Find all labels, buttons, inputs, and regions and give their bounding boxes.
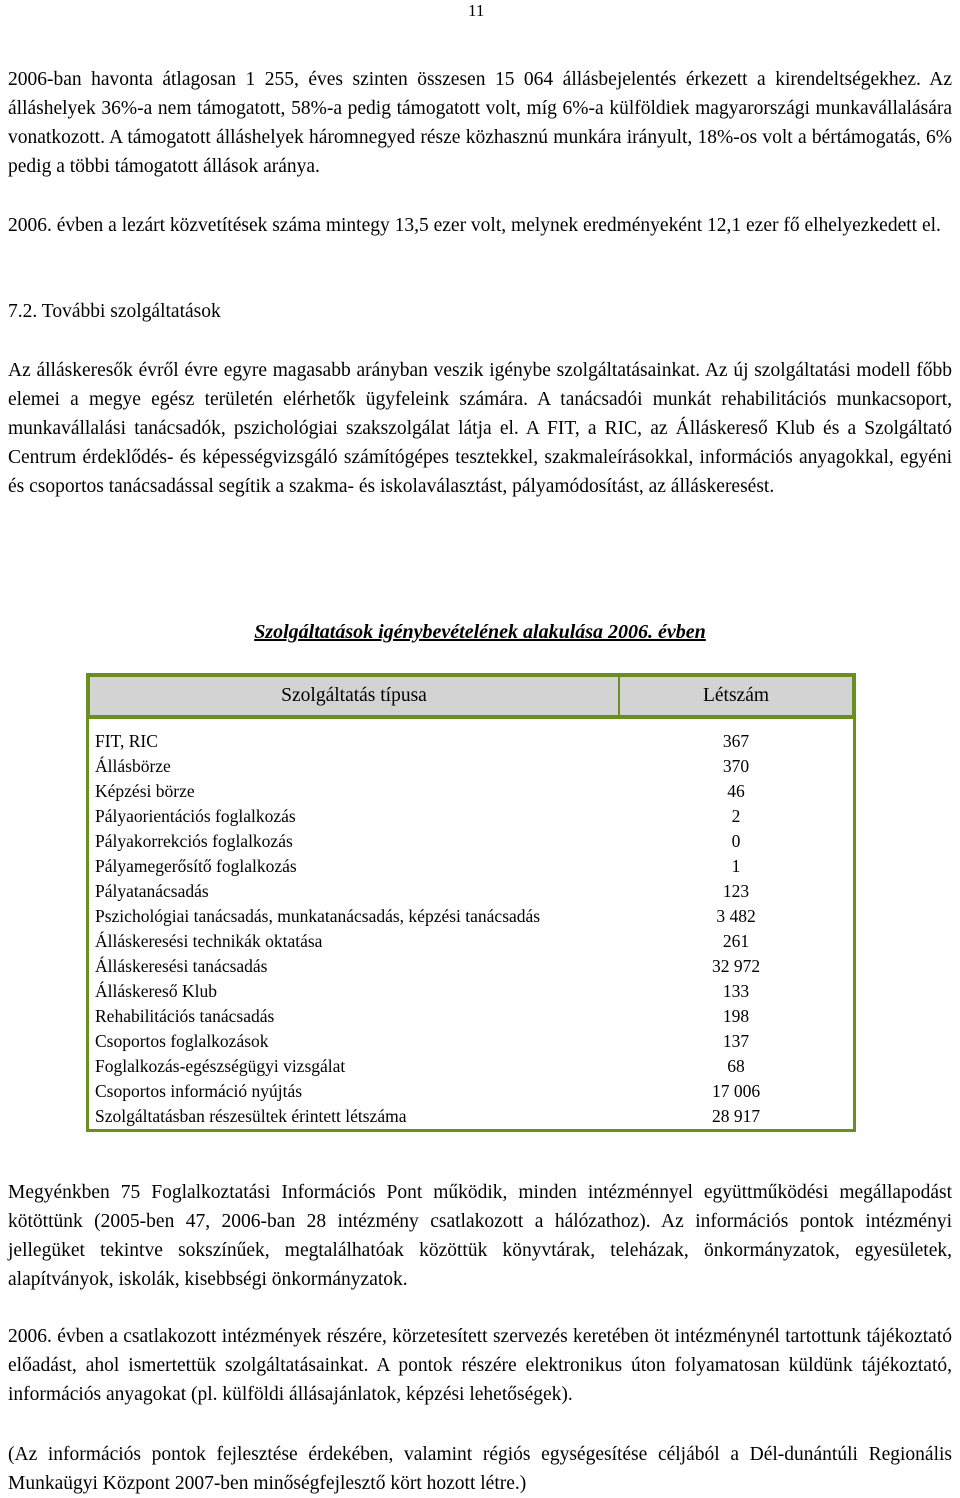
service-name-cell: Csoportos információ nyújtás (95, 1081, 303, 1101)
table-row (89, 729, 853, 754)
service-name-cell: Szolgáltatásban részesültek érintett létszáma (95, 1106, 407, 1126)
service-name-cell: Pszichológiai tanácsadás, munkatanácsadás, képzési tanácsadás (95, 906, 541, 926)
paragraph-text: Az álláskeresők évről évre egyre magasabb arányban veszik igénybe szolgáltatásainkat. Az új szolgáltatási modell főbb elemei a megye egész területén elérhetők ügyfeleink számára. A tanácsadói munkát rehabilitációs munkacsoport, munkavállalási tanácsadók, pszichológiai szakszolgálat látja el. A FIT, a RIC, az Álláskereső Klub és a Szolgáltató Centrum érdeklődés- és képességvizsgáló számítógépes tesztekkel, szakmaleírásokkal, információs anyagokkal, egyéni és csoportos tanácsadással segítik a szakma- és iskolaválasztást, pályamódosítást, az álláskeresést. (8, 360, 952, 497)
table-row (89, 1079, 853, 1104)
table-row (89, 829, 853, 854)
paragraph-quality-circle (8, 1440, 952, 1498)
count-cell: 261 (722, 931, 750, 951)
service-name-cell: Foglalkozás-egészségügyi vizsgálat (95, 1056, 346, 1076)
service-name-cell: Álláskereső Klub (95, 981, 217, 1001)
service-name-cell: Pályatanácsadás (95, 881, 209, 901)
table-row (89, 1004, 853, 1029)
count-cell: 3 482 (716, 906, 756, 926)
service-name-cell: Csoportos foglalkozások (95, 1031, 269, 1051)
service-name-cell: Pályamegerősítő foglalkozás (95, 856, 297, 876)
service-name-cell: Álláskeresési tanácsadás (95, 956, 268, 976)
paragraph-presentations (8, 1322, 952, 1409)
service-name-cell: Rehabilitációs tanácsadás (95, 1006, 275, 1026)
service-name-cell: Pályakorrekciós foglalkozás (95, 831, 293, 851)
count-cell: 198 (722, 1006, 750, 1026)
table-row (89, 1104, 853, 1129)
count-cell: 133 (722, 981, 750, 1001)
table-title: Szolgáltatások igénybevételének alakulása 2006. évben (254, 621, 706, 643)
table-spacer-row (89, 716, 853, 729)
table-row (89, 879, 853, 904)
count-cell: 137 (722, 1031, 750, 1051)
paragraph-job-postings (8, 65, 952, 181)
table-row (89, 779, 853, 804)
count-cell: 123 (722, 881, 750, 901)
column-header-count: Létszám (619, 676, 853, 716)
table-header-row (89, 676, 853, 716)
table-row (89, 929, 853, 954)
count-cell: 1 (731, 856, 741, 876)
table-body (89, 716, 853, 1129)
services-table (86, 673, 856, 1132)
table-row (89, 904, 853, 929)
paragraph-info-points (8, 1178, 952, 1294)
paragraph-text: 2006. évben a csatlakozott intézmények részére, körzetesített szervezés keretében öt intézménynél tartottunk tájékoztató előadást, ahol ismertettük szolgáltatásainkat. A pontok részére elektronikus úton folyamatosan küldünk tájékoztató, információs anyagokat (pl. külföldi állásajánlatok, képzési lehetőségek). (8, 1326, 952, 1405)
page-number: 11 (468, 1, 485, 20)
service-name-cell: Pályaorientációs foglalkozás (95, 806, 296, 826)
count-cell: 68 (727, 1056, 745, 1076)
table-row (89, 954, 853, 979)
paragraph-text: Megyénkben 75 Foglalkoztatási Információs Pont működik, minden intézménnyel együttműködési megállapodást kötöttünk (2005-ben 47, 2006-ban 28 intézmény csatlakozott a hálózathoz). Az információs pontok intézményi jellegüket tekintve sokszínűek, megtalálhatóak közöttük könyvtárak, teleházak, önkormányzatok, egyesületek, alapítványok, iskolák, kisebbségi önkormányzatok. (8, 1182, 952, 1290)
table-row (89, 1054, 853, 1079)
service-name-cell: FIT, RIC (95, 731, 158, 751)
count-cell: 28 917 (711, 1106, 761, 1126)
service-name-cell: Állásbörze (95, 756, 171, 776)
table-spacer-cell (89, 716, 853, 729)
count-cell: 32 972 (711, 956, 761, 976)
count-cell: 0 (731, 831, 741, 851)
paragraph-services (8, 356, 952, 501)
service-name-cell: Álláskeresési technikák oktatása (95, 931, 323, 951)
paragraph-placements (8, 211, 952, 240)
paragraph-text: (Az információs pontok fejlesztése érdekében, valamint régiós egységesítése céljából a Dél-dunántúli Regionális Munkaügyi Központ 2007-ben minőségfejlesztő kört hozott létre.) (8, 1444, 952, 1494)
paragraph-text: 2006-ban havonta átlagosan 1 255, éves szinten összesen 15 064 állásbejelentés érkezett a kirendeltségekhez. Az álláshelyek 36%-a nem támogatott, 58%-a pedig támogatott volt, míg 6%-a külföldiek magyarországi munkavállalására vonatkozott. A támogatott álláshelyek háromnegyed része közhasznú munkára irányult, 18%-os volt a bértámogatás, 6% pedig a többi támogatott állások aránya. (8, 69, 952, 177)
service-name-cell: Képzési börze (95, 781, 195, 801)
count-cell: 46 (727, 781, 745, 801)
column-header-service-type: Szolgáltatás típusa (89, 676, 619, 716)
table-row (89, 854, 853, 879)
table-row (89, 804, 853, 829)
paragraph-text: 2006. évben a lezárt közvetítések száma mintegy 13,5 ezer volt, melynek eredményeként 12,1 ezer fő elhelyezkedett el. (8, 215, 941, 236)
count-cell: 370 (722, 756, 750, 776)
table-row (89, 1029, 853, 1054)
count-cell: 17 006 (711, 1081, 761, 1101)
section-heading: 7.2. További szolgáltatások (8, 301, 221, 322)
count-cell: 2 (731, 806, 741, 826)
count-cell: 367 (722, 731, 750, 751)
table-row (89, 754, 853, 779)
table-row (89, 979, 853, 1004)
